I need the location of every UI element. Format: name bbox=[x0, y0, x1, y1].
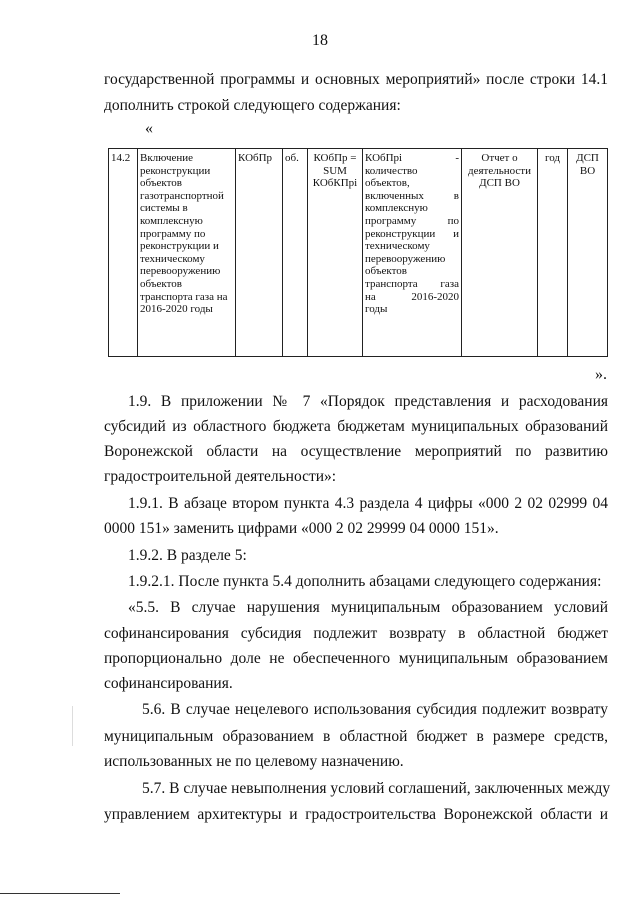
description-line: объектов bbox=[365, 265, 407, 278]
description-line: включенных в bbox=[365, 189, 459, 202]
intro-line-1: государственной программы и основных мероприятий» после строки 14.1 bbox=[104, 71, 608, 88]
paragraph-5-5-line-4: софинансирования. bbox=[104, 675, 233, 692]
paragraph-5-5-line-1: «5.5. В случае нарушения муниципальным образованием условий bbox=[128, 599, 608, 616]
margin-mark bbox=[72, 706, 73, 746]
row-number-cell: 14.2 bbox=[109, 149, 138, 357]
paragraph-1-9-line-1: 1.9. В приложении № 7 «Порядок представления и расходования bbox=[128, 393, 608, 410]
unit-cell: об. bbox=[283, 149, 308, 357]
footer-rule bbox=[0, 893, 120, 894]
periodicity-cell: год bbox=[538, 149, 568, 357]
paragraph-1-9-line-2: субсидий из областного бюджета бюджетам муниципальных образований bbox=[104, 418, 608, 435]
description-line: реконструкции и bbox=[365, 227, 459, 240]
data-source-cell: Отчет о деятельности ДСП ВО bbox=[462, 149, 538, 357]
intro-line-2: дополнить строкой следующего содержания: bbox=[104, 97, 401, 114]
paragraph-1-9-1-line-2: 0000 151» заменить цифрами «000 2 02 29999 04 0000 151». bbox=[104, 520, 499, 537]
paragraph-1-9-1-line-1: 1.9.1. В абзаце втором пункта 4.3 раздела 4 цифры «000 2 02 02999 04 bbox=[128, 495, 608, 512]
page-number: 18 bbox=[312, 32, 328, 49]
paragraph-5-5-line-3: пропорционально доле не обеспеченного муниципальным образованием bbox=[104, 650, 608, 667]
description-cell bbox=[363, 149, 462, 357]
paragraph-5-5-line-2: софинансирования субсидия подлежит возврату в областной бюджет bbox=[104, 625, 608, 642]
paragraph-1-9-line-4: градостроительной деятельности»: bbox=[104, 468, 337, 485]
paragraph-5-7-line-1: 5.7. В случае невыполнения условий соглашений, заключенных между bbox=[142, 780, 611, 797]
indicator-name-cell: Включение реконструкции объектов газотранспортной системы в комплексную программу по реконструкции и техническому перевооружению объектов транспорта газа на 2016-2020 годы bbox=[138, 149, 236, 357]
description-line: программу по bbox=[365, 214, 459, 227]
opening-quote: « bbox=[145, 120, 153, 137]
description-line: годы bbox=[365, 303, 388, 316]
description-line: на 2016-2020 bbox=[365, 290, 459, 303]
paragraph-1-9-2-1: 1.9.2.1. После пункта 5.4 дополнить абзацами следующего содержания: bbox=[128, 573, 602, 590]
indicator-table bbox=[108, 148, 608, 357]
paragraph-1-9-2: 1.9.2. В разделе 5: bbox=[128, 547, 247, 564]
description-line: транспорта газа bbox=[365, 277, 459, 290]
responsible-cell: ДСП ВО bbox=[568, 149, 608, 357]
description-line: перевооружению bbox=[365, 252, 446, 265]
description-line: КОбПрі - bbox=[365, 152, 459, 164]
paragraph-1-9-line-3: Воронежской области на осуществление мероприятий по развитию bbox=[104, 443, 608, 460]
description-line: количество bbox=[365, 164, 418, 177]
paragraph-5-6-line-2: муниципальным образованием в областной бюджет в размере средств, bbox=[104, 728, 608, 745]
closing-quote: ». bbox=[595, 366, 607, 383]
description-line: комплексную bbox=[365, 202, 428, 215]
formula-cell: КОбПр = SUM КОбКПрі bbox=[308, 149, 363, 357]
description-line: объектов, bbox=[365, 177, 410, 190]
paragraph-5-6-line-3: использованных не по целевому назначению. bbox=[104, 753, 404, 770]
paragraph-5-7-line-2: управлением архитектуры и градостроительства Воронежской области и bbox=[104, 806, 608, 823]
paragraph-5-6-line-1: 5.6. В случае нецелевого использования субсидия подлежит возврату bbox=[142, 701, 608, 718]
description-line: техническому bbox=[365, 240, 430, 253]
table-row bbox=[109, 149, 608, 357]
indicator-code-cell: КОбПр bbox=[236, 149, 283, 357]
